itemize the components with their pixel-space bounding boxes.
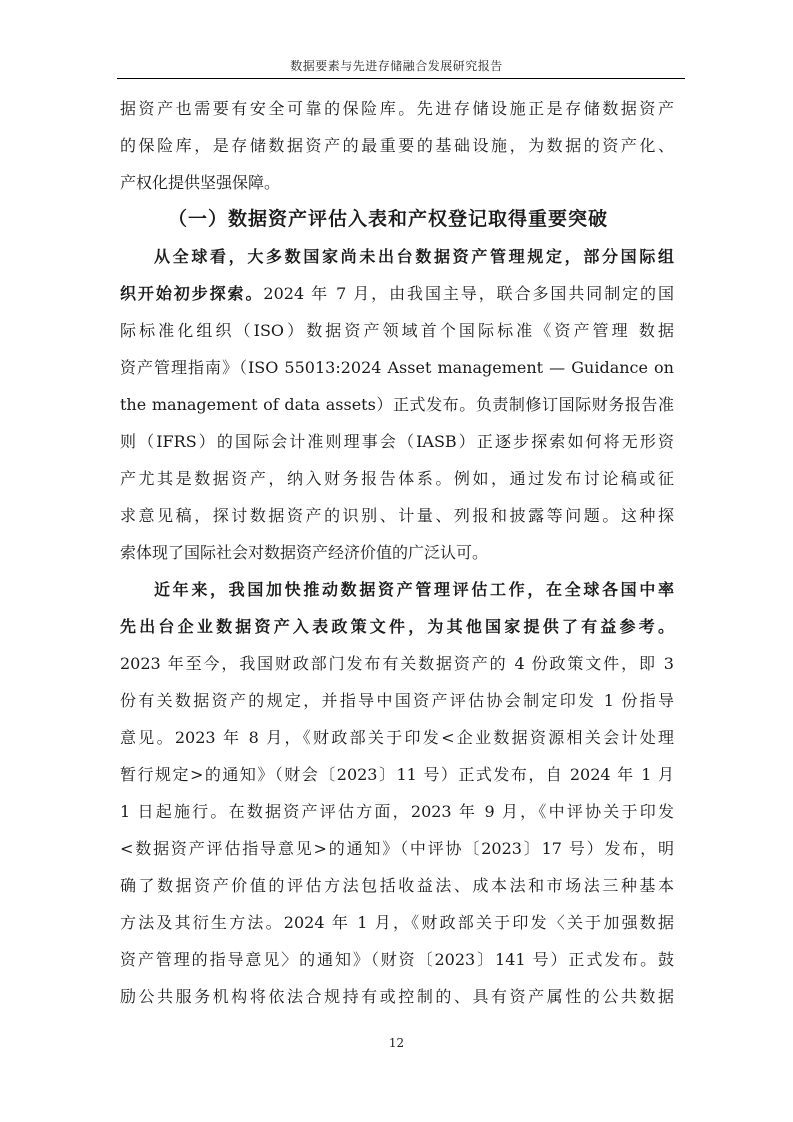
paragraph-line: <数据资产评估指导意见>的通知》（中评协〔2023〕17 号）发布，明: [120, 839, 674, 858]
page-number: 12: [388, 1036, 405, 1050]
paragraph-line: 1 日起施行。在数据资产评估方面，2023 年 9 月，《中评协关于印发: [120, 802, 674, 821]
document-body: [120, 90, 674, 1015]
paragraph-line: 资产管理的指导意见〉的通知》（财资〔2023〕141 号）正式发布。鼓: [120, 950, 674, 969]
paragraph-line: 先出台企业数据资产入表政策文件，为其他国家提供了有益参考。: [120, 617, 674, 636]
paragraph-line: [120, 275, 674, 312]
paragraph-line: 确了数据资产价值的评估方法包括收益法、成本法和市场法三种基本: [120, 876, 674, 895]
paragraph-line: 据资产也需要有安全可靠的保险库。先进存储设施正是存储数据资产: [120, 99, 674, 118]
header-rule: [117, 78, 685, 79]
paragraph-line: 求意见稿，探讨数据资产的识别、计量、列报和披露等问题。这种探: [120, 506, 674, 525]
paragraph-line: 的保险库，是存储数据资产的最重要的基础设施，为数据的资产化、: [120, 136, 674, 155]
bold-run: 织开始初步探索。: [120, 284, 264, 303]
paragraph-line: the management of data assets）正式发布。负责制修订国际财务报告准: [120, 395, 674, 414]
paragraph-line: 则（IFRS）的国际会计准则理事会（IASB）正逐步探索如何将无形资: [120, 432, 674, 451]
normal-run: 2024 年 7 月，由我国主导，联合多国共同制定的国: [263, 284, 674, 303]
paragraph-line: 资产管理指南》（ISO 55013:2024 Asset management — Guidance on: [120, 358, 674, 377]
paragraph-line: 意见。2023 年 8 月，《财政部关于印发<企业数据资源相关会计处理: [120, 728, 674, 747]
paragraph-line: 从全球看，大多数国家尚未出台数据资产管理规定，部分国际组: [154, 247, 674, 266]
section-heading: （一）数据资产评估入表和产权登记取得重要突破: [168, 208, 609, 230]
running-header: 数据要素与先进存储融合发展研究报告: [290, 59, 503, 73]
paragraph-line: 产尤其是数据资产，纳入财务报告体系。例如，通过发布讨论稿或征: [120, 469, 674, 488]
paragraph-line: 暂行规定>的通知》（财会〔2023〕11 号）正式发布，自 2024 年 1 月: [120, 765, 674, 784]
paragraph-line: 2023 年至今，我国财政部门发布有关数据资产的 4 份政策文件，即 3: [120, 654, 674, 673]
paragraph-line: 产权化提供坚强保障。: [120, 173, 281, 192]
paragraph-line: 份有关数据资产的规定，并指导中国资产评估协会制定印发 1 份指导: [120, 691, 674, 710]
paragraph-line: 励公共服务机构将依法合规持有或控制的、具有资产属性的公共数据: [120, 987, 674, 1006]
paragraph-line: 索体现了国际社会对数据资产经济价值的广泛认可。: [120, 543, 489, 562]
paragraph-line: 际标准化组织（ISO）数据资产领域首个国际标准《资产管理 数据: [120, 321, 674, 340]
paragraph-line: 方法及其衍生方法。2024 年 1 月，《财政部关于印发〈关于加强数据: [120, 913, 674, 932]
paragraph-line: 近年来，我国加快推动数据资产管理评估工作，在全球各国中率: [154, 580, 674, 599]
